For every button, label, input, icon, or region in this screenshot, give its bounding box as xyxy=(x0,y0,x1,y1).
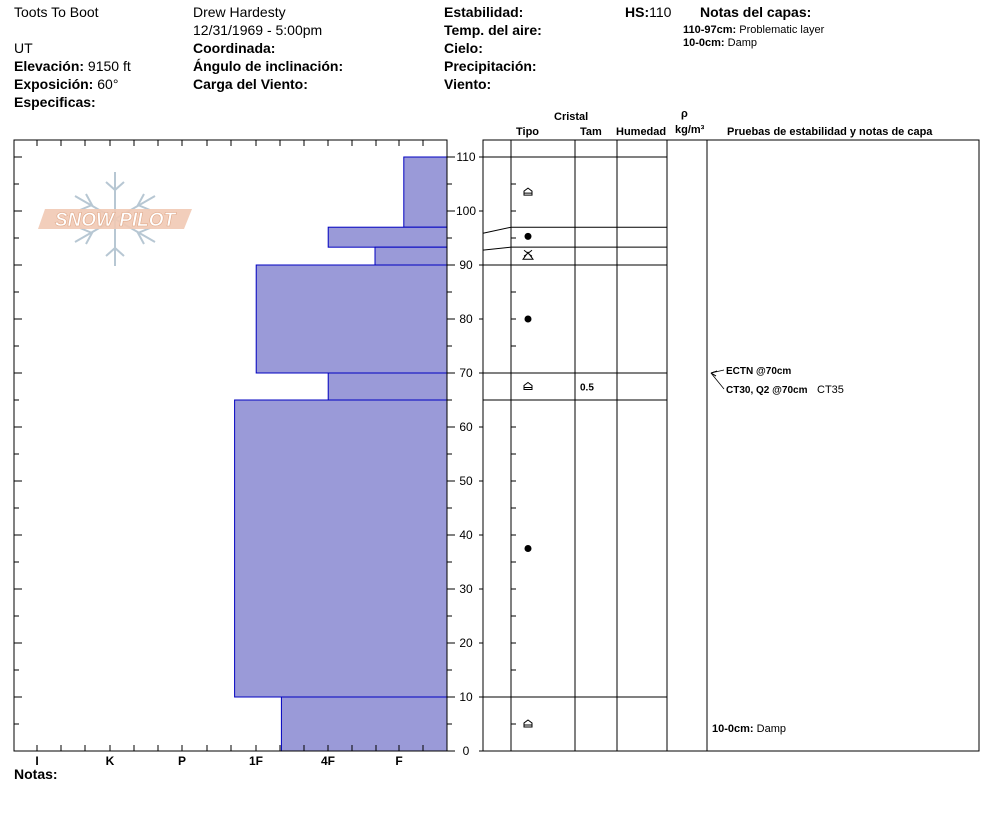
crystal-facet-icon-6 xyxy=(524,720,532,727)
hs-value: 110 xyxy=(649,4,672,20)
depth-tick-label-70: 70 xyxy=(459,366,473,380)
crystal-facet-icon-0 xyxy=(524,188,532,195)
depth-axis xyxy=(456,150,483,758)
crystal-facet-icon-4 xyxy=(524,383,532,390)
hardness-tick-label-3: 1F xyxy=(248,754,264,768)
test-label-1: CT30, Q2 @70cm xyxy=(726,385,808,396)
aspect-label: Exposición: xyxy=(14,76,94,92)
stability-tests xyxy=(711,366,844,396)
hardness-tick-label-0: I xyxy=(35,754,39,768)
air-temp-label: Temp. del aire: xyxy=(444,22,542,38)
crystal-round-grain-3 xyxy=(525,316,532,323)
depth-tick-label-40: 40 xyxy=(459,528,473,542)
hardness-bars xyxy=(235,157,447,751)
depth-tick-label-60: 60 xyxy=(459,420,473,434)
layer-note-2-range: 10-0cm: xyxy=(683,37,725,49)
type-header: Tipo xyxy=(516,126,540,138)
notes-label: Notas: xyxy=(14,766,58,782)
table-column-lines xyxy=(511,140,707,751)
boundary-connector-2 xyxy=(483,247,511,250)
bottom-note-text: Damp xyxy=(756,723,786,735)
depth-tick-label-20: 20 xyxy=(459,636,473,650)
hardness-layer-3 xyxy=(256,265,447,373)
bottom-layer-note xyxy=(712,723,786,736)
observer-name: Drew Hardesty xyxy=(193,4,286,20)
slope-angle-label: Ángulo de inclinación: xyxy=(193,58,344,74)
depth-tick-label-80: 80 xyxy=(459,312,473,326)
wind-load-label: Carga del Viento: xyxy=(193,76,308,92)
crystal-round-grain-1 xyxy=(525,233,532,240)
crystal-size-4: 0.5 xyxy=(580,382,594,394)
location-name: Toots To Boot xyxy=(14,4,99,20)
layer-notes-title: Notas del capas: xyxy=(700,4,812,20)
depth-tick-label-100: 100 xyxy=(455,204,477,218)
depth-tick-label-110: 110 xyxy=(456,150,476,164)
density-unit-header: kg/m³ xyxy=(675,124,705,136)
hardness-layer-5 xyxy=(235,400,447,697)
crystal-surface-hoar-icon-2 xyxy=(523,250,533,259)
test-extra-1: CT35 xyxy=(817,384,844,396)
layer-note-1-range: 110-97cm: xyxy=(683,24,737,36)
test-label-0: ECTN @70cm xyxy=(726,366,792,377)
crystal-header: Cristal xyxy=(554,111,589,123)
wind-label: Viento: xyxy=(444,76,492,92)
layer-note-1-text: Problematic layer xyxy=(739,24,825,36)
hardness-axis-labels xyxy=(35,754,402,768)
hardness-layer-4 xyxy=(328,373,447,400)
elevation-value: 9150 ft xyxy=(87,58,131,74)
crystal-symbols xyxy=(523,188,594,727)
sky-label: Cielo: xyxy=(444,40,483,56)
hs-label: HS: xyxy=(625,4,650,20)
aspect-value: 60° xyxy=(97,76,119,92)
elevation-label: Elevación: xyxy=(14,58,85,74)
test-leader-1 xyxy=(711,373,724,389)
specifics-label: Especificas: xyxy=(14,94,96,110)
logo-text: SNOW PILOT xyxy=(54,210,176,231)
layer-table-frame xyxy=(483,140,979,751)
bottom-note-range: 10-0cm: xyxy=(712,723,754,735)
hardness-layer-1 xyxy=(328,227,447,247)
depth-tick-label-50: 50 xyxy=(459,474,473,488)
hardness-layer-2 xyxy=(375,247,447,265)
coordinate-label: Coordinada: xyxy=(193,40,276,56)
hardness-layer-0 xyxy=(404,157,447,227)
depth-tick-label-90: 90 xyxy=(459,258,473,272)
observation-datetime: 12/31/1969 - 5:00pm xyxy=(193,22,323,38)
precipitation-label: Precipitación: xyxy=(444,58,537,74)
stability-tests-header: Pruebas de estabilidad y notas de capa xyxy=(727,126,933,138)
hardness-tick-label-4: 4F xyxy=(320,754,336,768)
stability-label: Estabilidad: xyxy=(444,4,524,20)
depth-tick-label-30: 30 xyxy=(459,582,473,596)
state-label: UT xyxy=(14,40,33,56)
size-header: Tam xyxy=(580,126,602,138)
layer-note-2-text: Damp xyxy=(727,37,757,49)
moisture-header: Humedad xyxy=(616,126,667,138)
depth-tick-label-10: 10 xyxy=(459,690,473,704)
boundary-connector-1 xyxy=(483,227,511,233)
hardness-tick-label-5: F xyxy=(395,754,403,768)
rho-header: ρ xyxy=(681,108,688,120)
hardness-tick-label-1: K xyxy=(105,754,115,768)
crystal-round-grain-5 xyxy=(525,545,532,552)
hardness-tick-label-2: P xyxy=(177,754,187,768)
hardness-layer-6 xyxy=(281,697,447,751)
depth-tick-label-0: 0 xyxy=(462,744,470,758)
snowpilot-logo xyxy=(38,172,192,266)
